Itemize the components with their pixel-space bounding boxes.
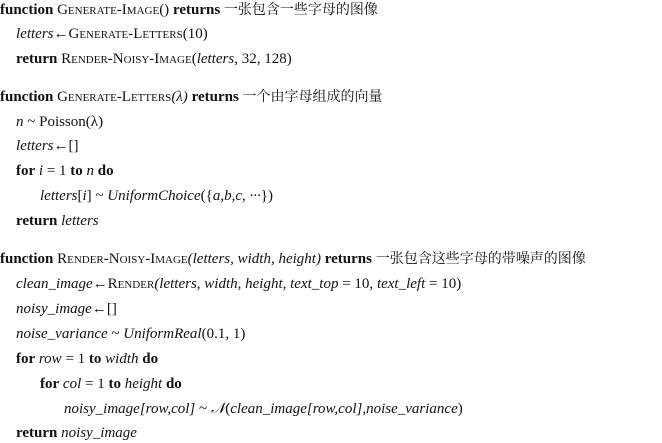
- assign-arrow: ←: [53, 26, 69, 42]
- keyword-for: for: [40, 376, 60, 392]
- var-letters: letters: [40, 188, 78, 204]
- params: (λ): [171, 89, 188, 105]
- keyword-returns: returns: [191, 89, 239, 105]
- keyword-return: return: [16, 425, 58, 441]
- paren-close: ): [457, 401, 463, 417]
- set-items: a,b,c, ···: [212, 188, 261, 204]
- gen-image-line-1: [16, 24, 208, 44]
- return-description: 一张包含这些字母的带噪声的图像: [375, 251, 586, 267]
- keyword-do: do: [165, 376, 182, 392]
- var-letters: letters: [16, 138, 54, 154]
- paren-open: (: [191, 51, 197, 67]
- render-line-4: [16, 349, 158, 369]
- render-line-1: [16, 274, 461, 294]
- keyword-function: function: [0, 89, 54, 105]
- render-header: [0, 249, 586, 269]
- index-row-col: [row,col]: [306, 401, 363, 417]
- var-width: width: [105, 351, 139, 367]
- var-noisy-image: noisy_image: [61, 425, 137, 441]
- keyword-to: to: [70, 163, 83, 179]
- var-noise-variance: noise_variance: [366, 401, 458, 417]
- fn-uniform-real: UniformReal: [123, 326, 202, 342]
- var-clean-image: clean_image: [230, 401, 307, 417]
- kw-text-left: text_left: [376, 276, 426, 292]
- params: (): [159, 2, 170, 18]
- tilde: ~: [195, 401, 211, 417]
- keyword-for: for: [16, 351, 36, 367]
- keyword-function: function: [0, 251, 54, 267]
- assign-empty: ←[]: [91, 301, 117, 317]
- call-render: Render: [107, 276, 155, 292]
- var-i: i: [38, 163, 44, 179]
- var-col: col: [62, 376, 82, 392]
- render-args: (letters, width, height,: [154, 276, 291, 292]
- var-n: n: [16, 114, 24, 130]
- gen-letters-header: [0, 87, 383, 107]
- tilde: ~: [107, 326, 124, 342]
- var-letters: letters: [16, 26, 54, 42]
- function-name: Generate-Letters: [57, 89, 172, 105]
- gen-letters-line-4: [40, 186, 273, 206]
- gen-image-header: [0, 0, 378, 20]
- uniform-args: (0.1, 1): [201, 326, 246, 342]
- comma: ,: [362, 401, 367, 417]
- render-line-3: [16, 324, 245, 344]
- paren-open: (: [225, 401, 231, 417]
- return-description: 一个由字母组成的向量: [242, 89, 383, 105]
- assign-empty: ←[]: [53, 138, 79, 154]
- eq-one: = 1: [43, 163, 71, 179]
- keyword-returns: returns: [324, 251, 372, 267]
- render-line-2: [16, 299, 117, 319]
- index-row-col: [row,col]: [139, 401, 196, 417]
- keyword-return: return: [16, 51, 58, 67]
- text-top-value: = 10,: [338, 276, 377, 292]
- assign-arrow: ←: [92, 276, 108, 292]
- var-letters: letters: [61, 213, 99, 229]
- args-rest: , 32, 128): [234, 51, 292, 67]
- var-height: height: [124, 376, 163, 392]
- gen-letters-line-1: [16, 112, 103, 132]
- var-noise-variance: noise_variance: [16, 326, 108, 342]
- function-name: Render-Noisy-Image: [57, 251, 188, 267]
- return-description: 一张包含一些字母的图像: [223, 2, 378, 18]
- var-noisy-image: noisy_image: [64, 401, 140, 417]
- call-render-noisy-image: Render-Noisy-Image: [61, 51, 192, 67]
- index-i: i: [82, 188, 87, 204]
- render-line-7: [16, 423, 137, 443]
- call-args: (10): [182, 26, 208, 42]
- kw-text-top: text_top: [290, 276, 339, 292]
- render-line-6: [64, 399, 463, 419]
- render-line-5: [40, 374, 182, 394]
- params: (letters, width, height): [187, 251, 321, 267]
- keyword-to: to: [108, 376, 121, 392]
- poisson-expr: ~ Poisson(λ): [23, 114, 104, 130]
- keyword-do: do: [97, 163, 114, 179]
- bracket-close-tilde: ] ~: [86, 188, 108, 204]
- gen-letters-line-2: [16, 136, 79, 156]
- call-generate-letters: Generate-Letters: [68, 26, 183, 42]
- var-n: n: [86, 163, 95, 179]
- set-close: }): [260, 188, 273, 204]
- keyword-returns: returns: [172, 2, 221, 18]
- var-clean-image: clean_image: [16, 276, 93, 292]
- var-row: row: [38, 351, 62, 367]
- var-noisy-image: noisy_image: [16, 301, 92, 317]
- gen-letters-line-3: [16, 161, 114, 181]
- keyword-function: function: [0, 2, 54, 18]
- text-left-value: = 10): [425, 276, 462, 292]
- keyword-for: for: [16, 163, 36, 179]
- arg-letters: letters: [196, 51, 235, 67]
- keyword-return: return: [16, 213, 58, 229]
- keyword-to: to: [88, 351, 102, 367]
- fn-uniform-choice: UniformChoice: [107, 188, 201, 204]
- gen-letters-line-5: [16, 211, 99, 231]
- keyword-do: do: [142, 351, 159, 367]
- eq-one: = 1: [61, 351, 89, 367]
- set-open: ({: [200, 188, 213, 204]
- eq-one: = 1: [81, 376, 109, 392]
- normal-symbol: 𝒩: [210, 401, 226, 417]
- gen-image-line-2: [16, 49, 292, 69]
- function-name: Generate-Image: [57, 2, 160, 18]
- bracket-open: [: [77, 188, 83, 204]
